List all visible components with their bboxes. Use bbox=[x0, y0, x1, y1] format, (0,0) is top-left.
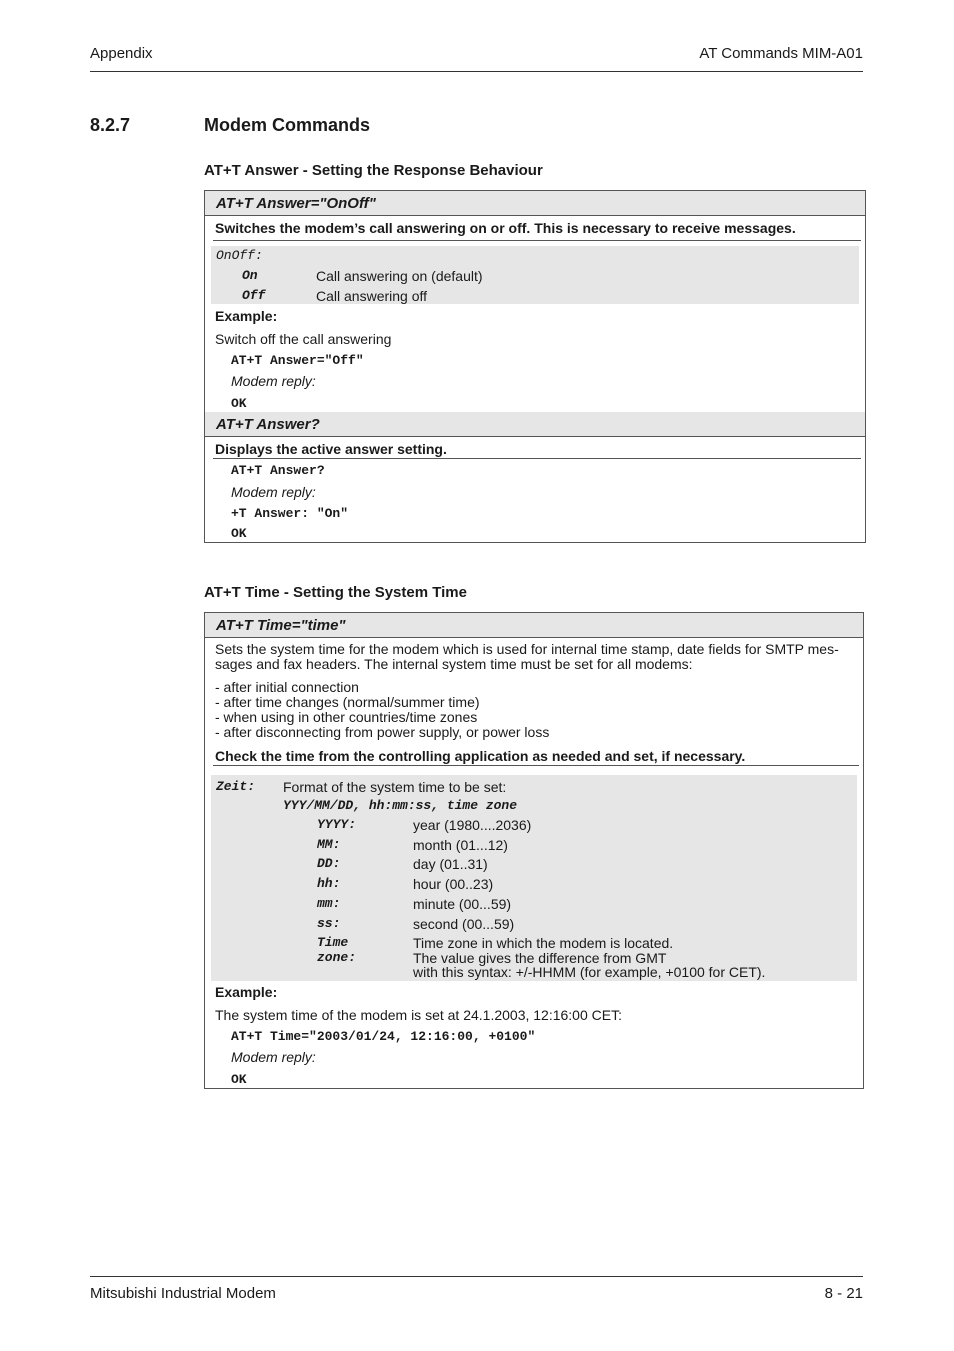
time-field-key: mm: bbox=[317, 896, 341, 911]
answer-query-cmd: AT+T Answer? bbox=[231, 463, 325, 478]
page-header bbox=[90, 45, 863, 72]
time-field-key: ss: bbox=[317, 916, 341, 931]
answer-subtitle: AT+T Answer - Setting the Response Behaviour bbox=[204, 162, 543, 179]
answer-ok: OK bbox=[231, 396, 247, 411]
page-number: 8 - 21 bbox=[824, 1285, 863, 1302]
time-tz-key: Time bbox=[317, 935, 349, 950]
time-subtitle: AT+T Time - Setting the System Time bbox=[204, 584, 467, 601]
section-title: Modem Commands bbox=[204, 115, 371, 135]
time-field-desc: year (1980....2036) bbox=[413, 817, 532, 833]
answer-cmd2: AT+T Answer? bbox=[216, 416, 320, 433]
footer-left: Mitsubishi Industrial Modem bbox=[90, 1285, 276, 1302]
time-ok: OK bbox=[231, 1072, 247, 1087]
answer-opt-desc: Call answering on (default) bbox=[316, 268, 483, 284]
time-tz-desc: with this syntax: +/-HHMM (for example, +0100 for CET). bbox=[413, 964, 766, 980]
time-list-item: - when using in other countries/time zones bbox=[215, 709, 478, 725]
time-field-key: YYYY: bbox=[317, 817, 357, 832]
divider bbox=[205, 215, 865, 216]
divider bbox=[213, 765, 859, 766]
time-format: YYY/MM/DD, hh:mm:ss, time zone bbox=[283, 798, 518, 813]
time-param-desc: Format of the system time to be set: bbox=[283, 779, 507, 795]
time-tz-desc: Time zone in which the modem is located. bbox=[413, 935, 674, 951]
answer-modem-reply: Modem reply: bbox=[231, 373, 316, 389]
time-cmd: AT+T Time="time" bbox=[216, 617, 346, 634]
time-list-item: - after time changes (normal/summer time) bbox=[215, 694, 480, 710]
time-example-text: The system time of the modem is set at 24.1.2003, 12:16:00 CET: bbox=[215, 1007, 622, 1023]
answer-opt-key: On bbox=[242, 268, 258, 283]
answer-query-ok: OK bbox=[231, 526, 247, 541]
answer-opt-key: Off bbox=[242, 288, 266, 303]
time-modem-reply: Modem reply: bbox=[231, 1049, 316, 1065]
divider bbox=[213, 458, 861, 459]
divider bbox=[205, 637, 863, 638]
time-param: Zeit: bbox=[216, 779, 256, 794]
answer-opt-desc: Call answering off bbox=[316, 288, 428, 304]
header-left: Appendix bbox=[90, 45, 153, 62]
answer-query-reply: +T Answer: "On" bbox=[231, 506, 349, 521]
time-list-item: - after disconnecting from power supply, or power loss bbox=[215, 724, 550, 740]
time-field-key: DD: bbox=[317, 856, 341, 871]
time-tz-key: zone: bbox=[317, 950, 357, 965]
divider bbox=[213, 240, 861, 241]
time-desc-line1: Sets the system time for the modem which is used for internal time stamp, date fields for SMTP mes- bbox=[215, 641, 839, 657]
divider bbox=[205, 436, 865, 437]
section-number: 8.2.7 bbox=[90, 115, 131, 135]
time-field-key: MM: bbox=[317, 837, 341, 852]
time-example-label: Example: bbox=[215, 984, 278, 1000]
header-right: AT Commands MIM-A01 bbox=[699, 45, 863, 62]
answer-param: OnOff: bbox=[216, 248, 263, 263]
time-tz-desc: The value gives the difference from GMT bbox=[413, 950, 667, 966]
time-table bbox=[204, 612, 864, 1089]
time-field-desc: second (00...59) bbox=[413, 916, 515, 932]
time-field-desc: day (01..31) bbox=[413, 856, 488, 872]
time-desc-line2: sages and fax headers. The internal system time must be set for all modems: bbox=[215, 656, 693, 672]
time-check: Check the time from the controlling application as needed and set, if necessary. bbox=[215, 748, 746, 764]
time-field-key: hh: bbox=[317, 876, 341, 891]
answer-cmd1: AT+T Answer="OnOff" bbox=[216, 195, 376, 212]
answer-example-cmd: AT+T Answer="Off" bbox=[231, 353, 364, 368]
time-field-desc: month (01...12) bbox=[413, 837, 508, 853]
page-footer bbox=[90, 1276, 863, 1306]
time-list-item: - after initial connection bbox=[215, 679, 359, 695]
answer-desc2: Displays the active answer setting. bbox=[215, 441, 447, 457]
answer-table bbox=[204, 190, 866, 543]
answer-param-band bbox=[211, 246, 859, 304]
answer-query-reply-label: Modem reply: bbox=[231, 484, 316, 500]
answer-example-text: Switch off the call answering bbox=[215, 331, 392, 347]
time-field-desc: hour (00..23) bbox=[413, 876, 494, 892]
answer-example-label: Example: bbox=[215, 308, 278, 324]
time-example-cmd: AT+T Time="2003/01/24, 12:16:00, +0100" bbox=[231, 1029, 536, 1044]
time-field-desc: minute (00...59) bbox=[413, 896, 512, 912]
answer-desc1: Switches the modem’s call answering on or off. This is necessary to receive messages. bbox=[215, 220, 796, 236]
